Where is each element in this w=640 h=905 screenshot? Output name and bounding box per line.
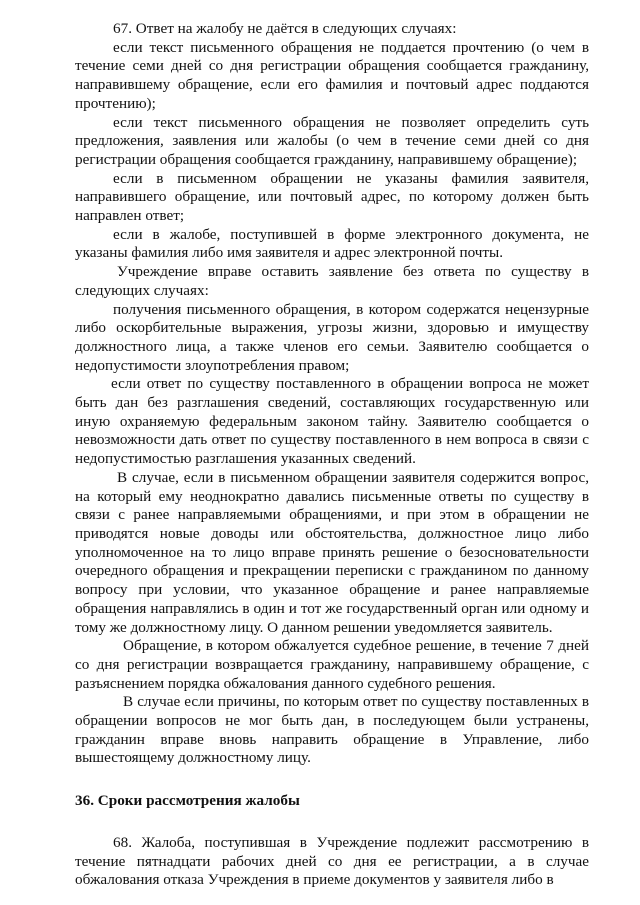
paragraph: если текст письменного обращения не позволяет определить суть предложения, заявления или жалобы (о чем в течение семи дней со дня регистрации обращения сообщается гражданину, направившему обращение); — [75, 113, 589, 168]
paragraph: если в жалобе, поступившей в форме электронного документа, не указаны фамилия либо имя заявителя и адрес электронной почты. — [75, 225, 589, 262]
paragraph: Обращение, в котором обжалуется судебное решение, в течение 7 дней со дня регистрации возвращается гражданину, направившему обращение, с разъяснением порядка обжалования данного судебного решения. — [75, 637, 589, 692]
paragraph: 67. Ответ на жалобу не даётся в следующих случаях: — [113, 20, 457, 37]
paragraph: Учреждение вправе оставить заявление без ответа по существу в следующих случаях: — [75, 263, 589, 299]
paragraph: 68. Жалоба, поступившая в Учреждение подлежит рассмотрению в течение пятнадцати рабочих дней со дня ее регистрации, а в случае обжалования отказа Учреждения в приеме документов у заявителя либо в — [75, 833, 589, 889]
paragraph: получения письменного обращения, в котором содержатся нецензурные либо оскорбительные выражения, угрозы жизни, здоровью и имуществу должностного лица, а также членов его семьи. Заявителю сообщается о недопустимости злоупотребления правом; — [75, 300, 589, 374]
paragraph: если ответ по существу поставленного в обращении вопроса не может быть дан без разглашения сведений, составляющих государственную или иную охраняемую федеральным законом тайну. Заявителю сообщается о невозможности дать ответ по существу поставленного в нем вопроса в связи с недопустимостью разглашения указанных сведений. — [75, 375, 589, 468]
paragraph: если в письменном обращении не указаны фамилия заявителя, направившего обращение, или почтовый адрес, по которому должен быть направлен ответ; — [75, 169, 589, 225]
document-page — [75, 20, 589, 890]
paragraph: В случае если причины, по которым ответ по существу поставленных в обращении вопросов не мог быть дан, в последующем были устранены, гражданин вправе вновь направить обращение в Управление, либо вышестоящему должностному лицу. — [75, 693, 589, 767]
paragraph: В случае, если в письменном обращении заявителя содержится вопрос, на который ему неоднократно давались письменные ответы по существу в связи с ранее направляемыми обращениями, и при этом в обращении не приводятся новые доводы или обстоятельства, должностное лицо либо уполномоченное на то лицо вправе принять решение о безосновательности очередного обращения и прекращении переписки с гражданином по данному вопросу при условии, что указанное обращение и ранее направляемые обращения направлялись в один и тот же государственный орган или одному и тому же должностному лицу. О данном решении уведомляется заявитель. — [75, 468, 589, 636]
section-heading: 36. Сроки рассмотрения жалобы — [75, 792, 300, 810]
paragraph: если текст письменного обращения не поддается прочтению (о чем в течение семи дней со дня регистрации обращения сообщается гражданину, направившему обращение, если его фамилия и почтовый адрес поддаются прочтению); — [75, 38, 589, 112]
